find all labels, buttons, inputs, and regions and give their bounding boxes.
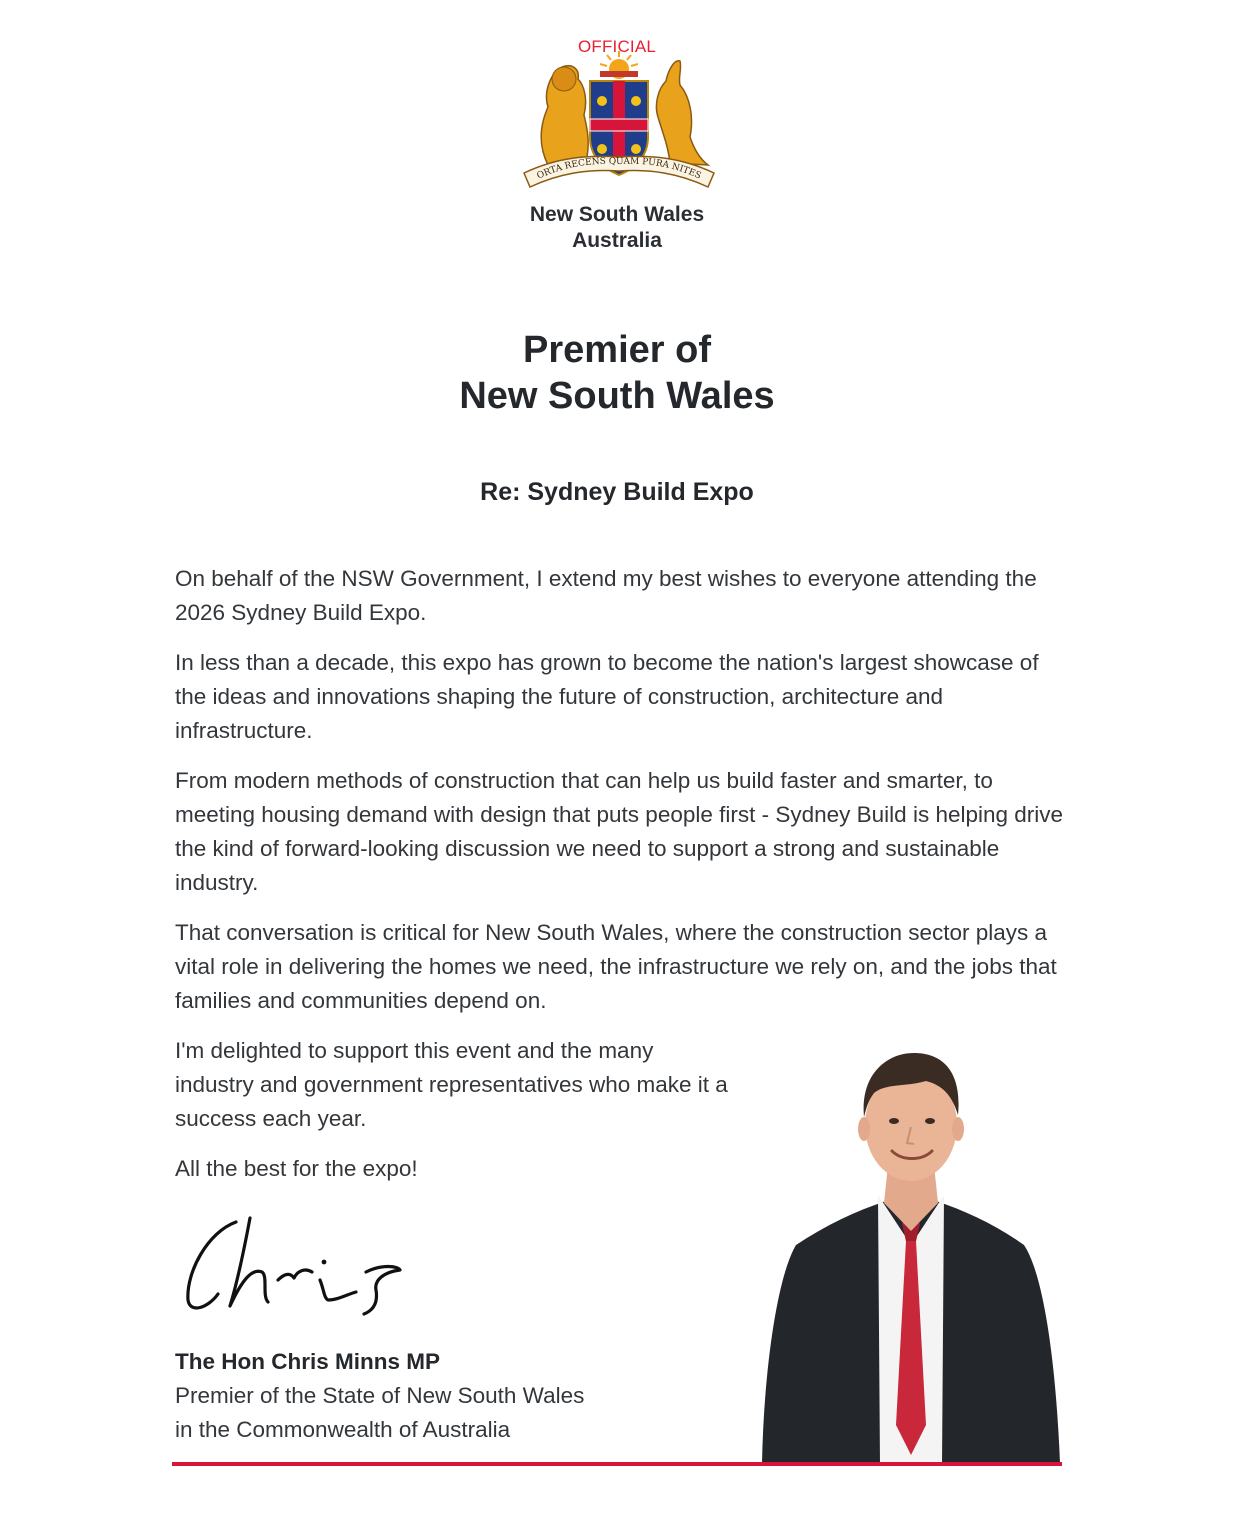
- nsw-coat-of-arms-icon: [518, 45, 720, 195]
- paragraph: In less than a decade, this expo has grown to become the nation's largest showcase of the ideas and innovations shaping the future of construction, architecture and infrastructure.: [175, 650, 1039, 743]
- title-line-2: New South Wales: [459, 375, 775, 417]
- paragraph: That conversation is critical for New South Wales, where the construction sector plays a vital role in delivering the homes we need, the infrastructure we rely on, and the jobs that families and communities depend on.: [175, 920, 1057, 1013]
- paragraph: On behalf of the NSW Government, I extend my best wishes to everyone attending the 2026 Sydney Build Expo.: [175, 566, 1037, 625]
- handwritten-signature: [178, 1210, 408, 1320]
- footer-accent-rule: [172, 1462, 1062, 1466]
- country-name: Australia: [572, 229, 662, 252]
- paragraph: All the best for the expo!: [175, 1156, 418, 1181]
- paragraph: I'm delighted to support this event and the many industry and government representatives who make it a success each year.: [175, 1038, 728, 1131]
- state-name: New South Wales: [529, 203, 705, 226]
- signatory-name: The Hon Chris Minns MP: [175, 1349, 441, 1374]
- official-marking: OFFICIAL: [577, 37, 657, 56]
- signatory-role-line-2: in the Commonwealth of Australia: [175, 1417, 511, 1442]
- crest-motto: ORTA RECENS QUAM PURA NITES: [535, 156, 703, 182]
- page-title: [0, 327, 1234, 419]
- state-name-block: [0, 202, 1234, 254]
- paragraph: From modern methods of construction that can help us build faster and smarter, to meeting housing demand with design that puts people first - Sydney Build is helping drive the kind of forward-looking discussion we need to support a strong and sustainable industry.: [175, 768, 1064, 895]
- signoff-block: [175, 1345, 735, 1447]
- premier-portrait-photo: [756, 1045, 1066, 1465]
- signatory-role-line-1: Premier of the State of New South Wales: [175, 1383, 585, 1408]
- letter-subject: Re: Sydney Build Expo: [480, 478, 754, 506]
- title-line-1: Premier of: [523, 329, 711, 371]
